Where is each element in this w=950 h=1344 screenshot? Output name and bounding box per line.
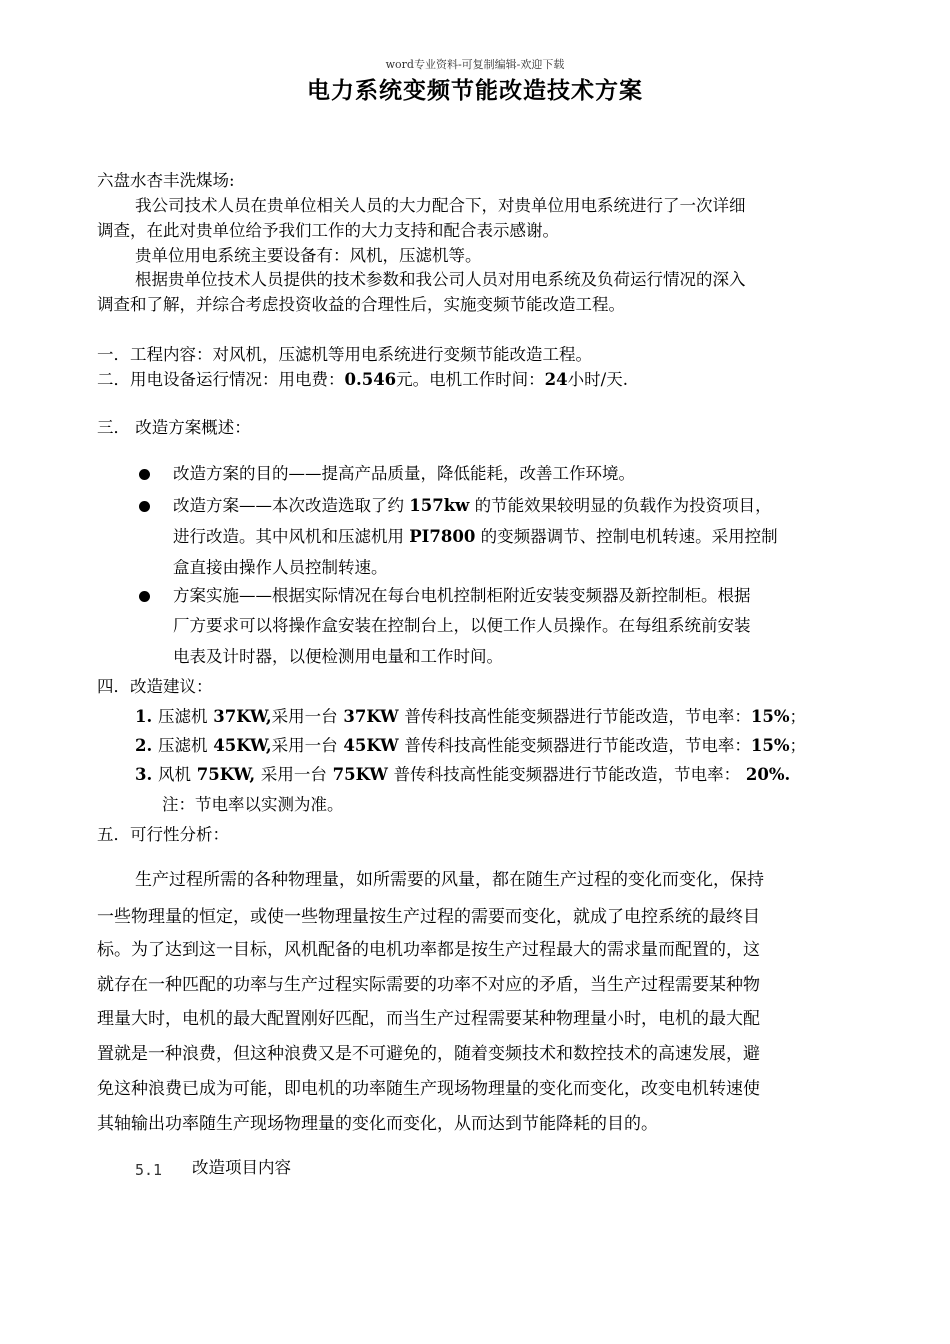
rec-power: 75KW, — [196, 765, 256, 784]
rec-power: 45KW, — [213, 736, 272, 755]
section-4-heading: 四．改造建议： — [97, 677, 213, 696]
bullet-dot — [139, 591, 150, 602]
intro-paragraph-2: 贵单位用电系统主要设备有：风机，压滤机等。 — [135, 246, 482, 265]
recommendation-3 — [135, 765, 790, 785]
intro-paragraph-1-line-1: 我公司技术人员在贵单位相关人员的大力配合下，对贵单位用电系统进行了一次详细 — [135, 196, 746, 215]
rec-device: 压滤机 — [157, 707, 208, 726]
analysis-line-3: 标。为了达到这一目标，风机配备的电机功率都是按生产过程最大的需求量而配置的，这 — [97, 940, 760, 960]
rec-text: 采用一台 — [271, 736, 338, 755]
rec-text: 采用一台 — [260, 765, 327, 784]
watermark-text: word专业资料-可复制编辑-欢迎下载 — [385, 58, 565, 71]
analysis-line-8: 其轴输出功率随生产现场物理量的变化而变化，从而达到节能降耗的目的。 — [97, 1114, 658, 1134]
recommendation-1 — [135, 707, 806, 727]
section-2-prefix: 二．用电设备运行情况：用电费： — [97, 370, 345, 389]
rec-punct: ； — [789, 707, 807, 726]
rec-text: 采用一台 — [271, 707, 338, 726]
rec-description: 普传科技高性能变频器进行节能改造，节电率： — [393, 765, 741, 784]
rec-description: 普传科技高性能变频器进行节能改造，节电率： — [404, 736, 751, 755]
bullet-2-line-1 — [173, 496, 772, 516]
rec-saving-rate: 20% — [745, 765, 785, 784]
rec-power: 37KW, — [213, 707, 272, 726]
bullet-dot — [139, 501, 150, 512]
electricity-price: 0.546 — [344, 370, 397, 389]
working-hours: 24 — [544, 370, 568, 389]
bullet-2-line-2 — [173, 527, 778, 547]
section-2-mid: 元。电机工作时间： — [396, 370, 545, 389]
salutation: 六盘水杏丰洗煤场: — [97, 171, 235, 190]
section-2-suffix: 小时/天. — [567, 370, 628, 389]
rec-description: 普传科技高性能变频器进行节能改造，节电率： — [404, 707, 751, 726]
analysis-line-5: 理量大时，电机的最大配置刚好匹配，而当生产过程需要某种物理量小时，电机的最大配 — [97, 1009, 760, 1029]
rec-punct: . — [784, 765, 791, 784]
bullet-3-line-1: 方案实施——根据实际情况在每台电机控制柜附近安装变频器及新控制柜。根据 — [173, 586, 751, 605]
bullet-2-text-a: 改造方案——本次改造选取了约 — [173, 496, 404, 515]
bullet-1-purpose: 改造方案的目的——提高产品质量，降低能耗，改善工作环境。 — [173, 464, 635, 483]
recommendation-2 — [135, 736, 806, 756]
load-capacity: 157kw — [409, 496, 470, 515]
analysis-line-2: 一些物理量的恒定，或使一些物理量按生产过程的需要而变化，就成了电控系统的最终目 — [97, 907, 760, 927]
intro-paragraph-3-line-1: 根据贵单位技术人员提供的技术参数和我公司人员对用电系统及负荷运行情况的深入 — [135, 270, 746, 289]
inverter-model: PI7800 — [409, 527, 476, 546]
section-1-project-content: 一．工程内容：对风机，压滤机等用电系统进行变频节能改造工程。 — [97, 345, 592, 364]
rec-device: 压滤机 — [157, 736, 208, 755]
subsection-number: 5.1 — [135, 1161, 163, 1179]
intro-paragraph-3-line-2: 调查和了解，并综合考虑投资收益的合理性后，实施变频节能改造工程。 — [97, 295, 625, 314]
intro-paragraph-1-line-2: 调查，在此对贵单位给予我们工作的大力支持和配合表示感谢。 — [97, 221, 559, 240]
analysis-line-1: 生产过程所需的各种物理量，如所需要的风量，都在随生产过程的变化而变化，保持 — [135, 870, 764, 890]
analysis-line-7: 免这种浪费已成为可能，即电机的功率随生产现场物理量的变化而变化，改变电机转速使 — [97, 1079, 760, 1099]
section-5-heading — [97, 825, 229, 845]
rec-number: 1. — [135, 707, 153, 726]
section-3-heading: 三． 改造方案概述： — [97, 418, 251, 437]
analysis-line-4: 就存在一种匹配的功率与生产过程实际需要的功率不对应的矛盾，当生产过程需要某种物 — [97, 975, 760, 995]
rec-device: 风机 — [157, 765, 191, 784]
bullet-2-text-b: 的节能效果较明显的负载作为投资项目， — [474, 496, 772, 515]
bullet-2-text-d: 的变频器调节、控制电机转速。采用控制 — [480, 527, 778, 546]
saving-rate-note: 注：节电率以实测为准。 — [162, 795, 344, 814]
rec-number: 3. — [135, 765, 153, 784]
rec-inverter-power: 37KW — [343, 707, 399, 726]
analysis-line-6: 置就是一种浪费，但这种浪费又是不可避免的，随着变频技术和数控技术的高速发展，避 — [97, 1044, 760, 1064]
section-5-label: 五．可行性分析： — [97, 825, 229, 844]
rec-number: 2. — [135, 736, 153, 755]
rec-inverter-power: 75KW — [332, 765, 388, 784]
document-title: 电力系统变频节能改造技术方案 — [307, 77, 643, 104]
subsection-label: 改造项目内容 — [192, 1158, 291, 1177]
bullet-3-line-3: 电表及计时器，以便检测用电量和工作时间。 — [173, 647, 503, 666]
rec-saving-rate: 15% — [750, 707, 790, 726]
bullet-3-line-2: 厂方要求可以将操作盒安装在控制台上，以便工作人员操作。在每组系统前安装 — [173, 616, 751, 635]
bullet-2-text-c: 进行改造。其中风机和压滤机用 — [173, 527, 404, 546]
rec-punct: ； — [789, 736, 807, 755]
bullet-2-line-3: 盒直接由操作人员控制转速。 — [173, 558, 388, 577]
bullet-dot — [139, 469, 150, 480]
rec-saving-rate: 15% — [750, 736, 790, 755]
section-2-operation-status — [97, 370, 628, 390]
rec-inverter-power: 45KW — [343, 736, 399, 755]
